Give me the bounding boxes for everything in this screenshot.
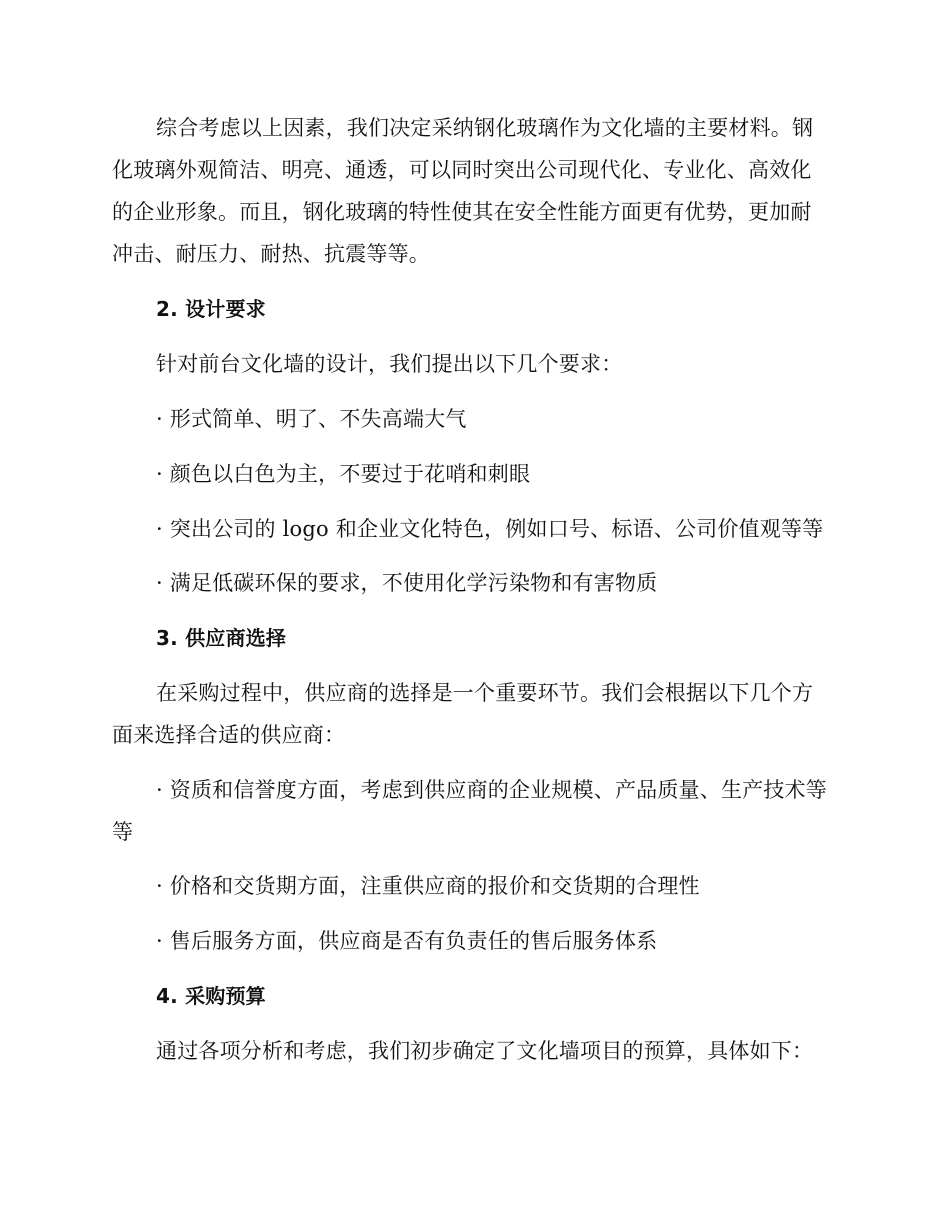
paragraph-budget-intro: 通过各项分析和考虑，我们初步确定了文化墙项目的预算，具体如下： [156,1039,814,1063]
section-heading-budget: 4. 采购预算 [156,984,266,1008]
list-item-design-2: · 颜色以白色为主，不要过于花哨和刺眼 [156,462,531,486]
list-item-design-1: · 形式简单、明了、不失高端大气 [156,407,467,431]
list-item-supplier-3: · 售后服务方面，供应商是否有负责任的售后服务体系 [156,929,658,953]
paragraph-material-decision: 综合考虑以上因素，我们决定采纳钢化玻璃作为文化墙的主要材料。钢化玻璃外观简洁、明亮、通透，可以同时突出公司现代化、专业化、高效化的企业形象。而且，钢化玻璃的特性使其在安全性能方面更有优势，更加耐冲击、耐压力、耐热、抗震等等。 [112,116,814,266]
list-item-supplier-1: · 资质和信誉度方面，考虑到供应商的企业规模、产品质量、生产技术等等 [112,778,827,844]
list-item-supplier-2: · 价格和交货期方面，注重供应商的报价和交货期的合理性 [156,874,700,898]
list-item-design-4: · 满足低碳环保的要求，不使用化学污染物和有害物质 [156,571,658,595]
section-heading-supplier: 3. 供应商选择 [156,626,287,650]
list-item-design-3: · 突出公司的 logo 和企业文化特色，例如口号、标语、公司价值观等等 [156,517,824,541]
paragraph-supplier-intro: 在采购过程中，供应商的选择是一个重要环节。我们会根据以下几个方面来选择合适的供应商： [112,681,814,747]
section-heading-design: 2. 设计要求 [156,297,266,321]
paragraph-design-intro: 针对前台文化墙的设计，我们提出以下几个要求： [156,352,623,376]
